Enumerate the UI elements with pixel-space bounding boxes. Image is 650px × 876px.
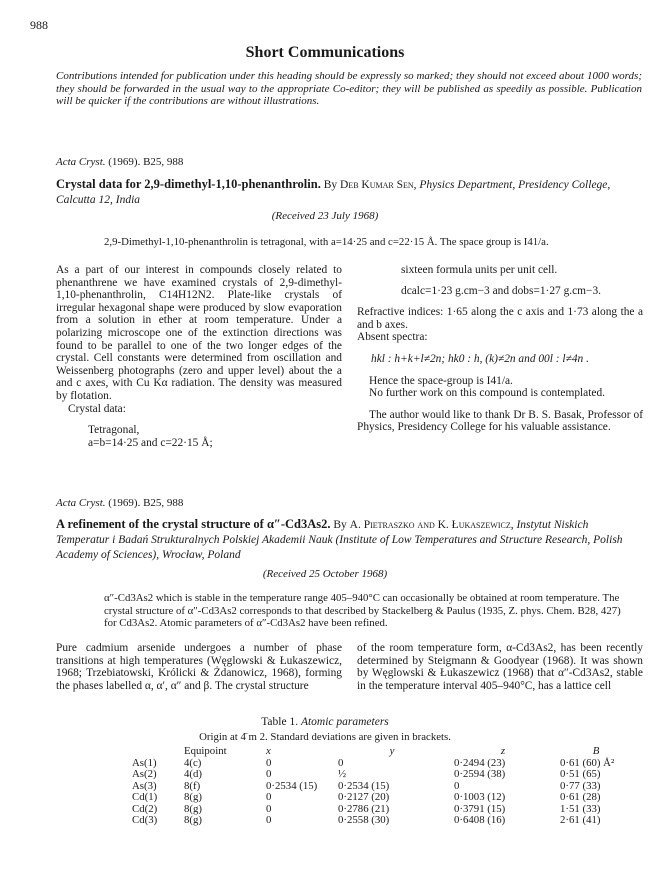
tetragonal-line: Tetragonal, bbox=[88, 424, 140, 437]
article1-by: By bbox=[323, 179, 338, 191]
table-cell: 2·61 (41) bbox=[560, 814, 601, 826]
space-group-line: Hence the space-group is I41/a. bbox=[369, 374, 513, 387]
table1-subtitle: Origin at 4̄ m 2. Standard deviations are given in brackets. bbox=[199, 731, 451, 743]
article2-received-text: (Received 25 October 1968) bbox=[262, 568, 388, 580]
absent-spectra-eq: hkl : h+k+l≠2n; hk0 : h, (k)≠2n and 00l : l≠4n . bbox=[371, 352, 589, 365]
table-cell: Cd(3) bbox=[132, 814, 158, 826]
article2-by: By bbox=[333, 519, 347, 531]
article2-right-column bbox=[357, 642, 643, 692]
table-header: y bbox=[389, 745, 395, 757]
table-cell: As(1) bbox=[132, 756, 157, 769]
table-cell: 0·2534 (15) bbox=[338, 779, 390, 792]
article1-title: Crystal data for 2,9-dimethyl-1,10-phenanthrolin. bbox=[56, 177, 321, 191]
page-number: 988 bbox=[30, 18, 48, 32]
refractive-indices: Refractive indices: 1·65 along the c axis and 1·73 along the a and b axes. bbox=[357, 306, 643, 331]
article1-source bbox=[56, 156, 183, 168]
article1-source-journal: Acta Cryst. bbox=[56, 156, 106, 168]
article1-affiliation: Physics Department, Presidency College, Calcutta 12, India bbox=[56, 179, 611, 206]
table-cell: As(3) bbox=[132, 779, 157, 792]
table-cell: 0·2534 (15) bbox=[266, 779, 318, 792]
article2-abstract: α″-Cd3As2 which is stable in the temperature range 405–940°C can occasionally be obtained at room temperature. The crystal structure of α″-Cd3As2 corresponds to that described by Stackelberg & Paulus (1935, Z. phys. Chem. B28, 427) for Cd3As2. Atomic parameters of α″-Cd3As2 have been refined. bbox=[104, 592, 621, 629]
article1-author: Deb Kumar Sen, bbox=[340, 179, 417, 191]
table-row bbox=[128, 792, 636, 804]
table-cell: 4(d) bbox=[184, 768, 202, 780]
article1-received-text: (Received 23 July 1968) bbox=[271, 210, 379, 222]
table-cell: 8(g) bbox=[184, 791, 202, 803]
atomic-parameters-table bbox=[128, 746, 636, 827]
table-cell: 0 bbox=[266, 768, 272, 780]
table-cell: 0·1003 (12) bbox=[454, 791, 506, 803]
table-cell: 0·2494 (23) bbox=[454, 756, 506, 769]
table-header: z bbox=[500, 745, 506, 757]
article2-left-column bbox=[56, 642, 342, 692]
section-note: Contributions intended for publication under this heading should be expressly so marked; they should not exceed about 1000 words; they should be forwarded in the usual way to the appropriate Co-editor; they will be published as speedily as possible. Publication will be quicker if the contributions are without illustrations. bbox=[56, 70, 642, 107]
table-cell: 0 bbox=[266, 791, 272, 803]
table-cell: 4(c) bbox=[184, 756, 202, 769]
formula-units-line: sixteen formula units per unit cell. bbox=[401, 264, 558, 276]
table-cell: Cd(2) bbox=[132, 802, 158, 815]
article2-heading bbox=[56, 517, 642, 563]
section-title: Short Communications bbox=[245, 44, 405, 61]
table-cell: 0·2786 (21) bbox=[338, 802, 390, 815]
article2-source bbox=[56, 497, 183, 509]
table1-title: Atomic parameters bbox=[300, 716, 389, 728]
table-cell: 0 bbox=[454, 779, 460, 792]
table-cell: 8(f) bbox=[184, 779, 201, 792]
table-header-row bbox=[128, 746, 636, 758]
table-header: Equipoint bbox=[184, 745, 227, 757]
table-cell: 0·51 (65) bbox=[560, 768, 601, 780]
article1-left-paragraph: As a part of our interest in compounds closely related to phenanthrene we have examined crystals of 2,9-dimethyl-1,10-phenanthrolin, C14H12N2. Plate-like crystals of irregular hexagonal shape were produced by slow evaporation from a solution in ether at room temperature. Under a polarizing microscope one of the extinction directions was found to be parallel to one of the two longer edges of the crystal. Cell constants were determined from oscillation and Weissenberg photographs (zero and upper level) about the a and c axes, with Cu Kα radiation. The density was measured by flotation. bbox=[56, 264, 342, 402]
article2-affiliation: Instytut Niskich Temperatur i Badań Strukturalnych Polskiej Akademii Nauk (Institute of Low Temperatures and Structure Research, Polish Academy of Sciences), Wrocław, Poland bbox=[56, 519, 623, 561]
article1-received bbox=[0, 210, 650, 222]
table-header: x bbox=[266, 745, 271, 757]
table-cell: 0·2594 (38) bbox=[454, 768, 506, 780]
table-cell: Cd(1) bbox=[132, 791, 158, 803]
table-cell: 0·61 (28) bbox=[560, 791, 601, 803]
density-eq: dcalc=1·23 g.cm−3 and dobs=1·27 g.cm−3. bbox=[401, 284, 601, 297]
table-cell: 0·3791 (15) bbox=[454, 802, 506, 815]
article1-abstract: 2,9-Dimethyl-1,10-phenanthrolin is tetragonal, with a=14·25 and c=22·15 Å. The space group is I41/a. bbox=[104, 236, 549, 248]
article1-heading bbox=[56, 177, 642, 208]
table-cell: As(2) bbox=[132, 768, 157, 780]
article1-left-column bbox=[56, 264, 342, 449]
article2-source-rest: (1969). B25, 988 bbox=[108, 497, 184, 509]
article1-right-column bbox=[357, 264, 643, 434]
table1-caption bbox=[0, 716, 650, 728]
article2-title: A refinement of the crystal structure of α″-Cd3As2. bbox=[56, 517, 331, 531]
article2-received bbox=[0, 568, 650, 580]
table-cell: 0 bbox=[266, 802, 272, 815]
table-cell: 0·2127 (20) bbox=[338, 791, 390, 803]
article2-left-paragraph: Pure cadmium arsenide undergoes a number of phase transitions at high temperatures (Węglowski & Łukaszewicz, 1968; Trzebiatowski, Królicki & Żdanowicz, 1968), forming the phases labelled α, α′, α″ and β. The crystal structure bbox=[56, 642, 342, 692]
acknowledgement: The author would like to thank Dr B. S. Basak, Professor of Physics, Presidency College for his valuable assistance. bbox=[357, 408, 643, 434]
table-cell: 1·51 (33) bbox=[560, 802, 601, 815]
table-cell: 0·77 (33) bbox=[560, 779, 601, 792]
table-cell: 8(g) bbox=[184, 814, 202, 826]
article2-authors: A. Pietraszko and K. Łukaszewicz, bbox=[349, 519, 514, 531]
no-further-work: No further work on this compound is contemplated. bbox=[369, 387, 605, 400]
table-cell: 8(g) bbox=[184, 802, 202, 815]
table-cell: 0 bbox=[338, 756, 344, 769]
table1-label: Table 1. bbox=[261, 716, 299, 728]
table-header: B bbox=[592, 745, 600, 757]
cell-constants-eq: a=b=14·25 and c=22·15 Å; bbox=[88, 436, 213, 449]
article2-source-journal: Acta Cryst. bbox=[56, 497, 106, 509]
absent-spectra-label: Absent spectra: bbox=[357, 331, 428, 344]
table-cell: 0·61 (60) Å² bbox=[560, 756, 615, 769]
table-cell: 0 bbox=[266, 814, 272, 826]
crystal-data-label: Crystal data: bbox=[68, 402, 126, 415]
table-cell: 0·2558 (30) bbox=[338, 814, 390, 826]
table-cell: ½ bbox=[338, 768, 347, 780]
article1-source-rest: (1969). B25, 988 bbox=[108, 156, 184, 168]
table-cell: 0 bbox=[266, 756, 272, 769]
table-row bbox=[128, 769, 636, 781]
article2-right-paragraph: of the room temperature form, α-Cd3As2, has been recently determined by Steigmann & Goodyear (1968). It was shown by Węglowski & Łukaszewicz (1968) that α″-Cd3As2, stable in the temperature interval 405–940°C, has a lattice cell bbox=[357, 642, 643, 692]
table-cell: 0·6408 (16) bbox=[454, 814, 506, 826]
table-header bbox=[128, 746, 180, 758]
table-row bbox=[128, 815, 636, 827]
